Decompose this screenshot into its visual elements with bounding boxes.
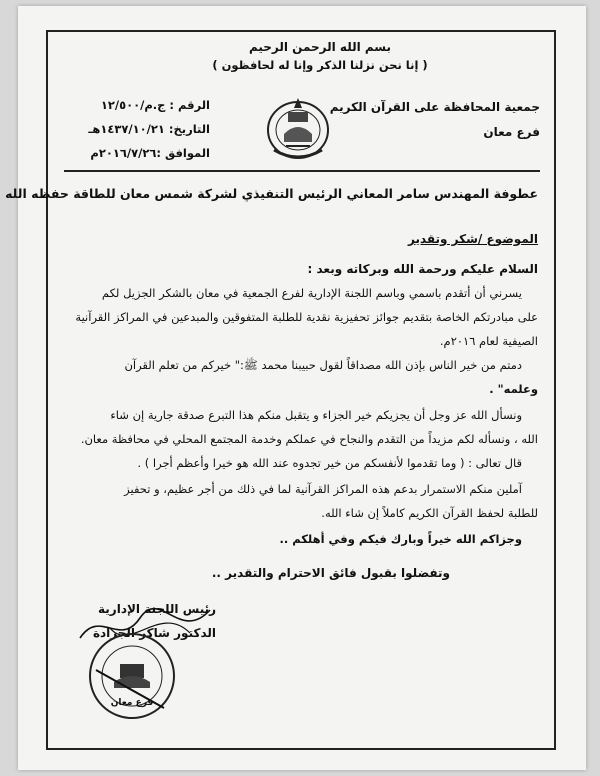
- reference-number: الرقم : ج.م/١٢/٥٠٠: [100, 98, 210, 112]
- body-line: على مبادرتكم الخاصة بتقديم جوائز تحفيزية نقدية للطلبة المتفوقين والمبدعين في المراكز القرآنية: [75, 310, 538, 324]
- body-line: يسرني أن أتقدم باسمي وباسم اللجنة الإدارية لفرع الجمعية في معان بالشكر الجزيل لكم: [101, 286, 522, 300]
- official-stamp-icon: [84, 630, 180, 722]
- body-line: دمتم من خير الناس بإذن الله مصداقاً لقول حبيبنا محمد ﷺ:" خيركم من تعلم القرآن: [124, 358, 522, 372]
- basmala: بسم الله الرحمن الرحيم: [248, 40, 392, 54]
- quran-verse-header: ( إنا نحن نزلنا الذكر وإنا له لحافظون ): [212, 58, 428, 72]
- stamp-branch-text: فرع معان: [110, 698, 154, 708]
- body-line: للطلبة لحفظ القرآن الكريم كاملاً إن شاء الله.: [321, 506, 538, 520]
- body-line: ونسأل الله عز وجل أن يجزيكم خير الجزاء و يتقبل منكم هذا التبرع صدقة جارية إن شاء: [110, 408, 522, 422]
- body-line: الله ، ونسأله لكم مزيداً من التقدم والنجاح في عملكم وخدمة المجتمع المحلي في محافظة معان.: [80, 432, 538, 446]
- greeting: السلام عليكم ورحمة الله وبركاته وبعد :: [307, 262, 538, 276]
- body-line: وعلمه" .: [489, 382, 538, 396]
- body-line: قال تعالى : ( وما تقدموا لأنفسكم من خير تجدوه عند الله هو خيرا وأعظم أجرا ) .: [137, 456, 522, 470]
- header-separator: [64, 170, 540, 172]
- subject-line: الموضوع /شكر وتقدير: [408, 232, 538, 246]
- closing-line: وتفضلوا بقبول فائق الاحترام والتقدير ..: [211, 566, 450, 580]
- recipient-line: عطوفة المهندس سامر المعاني الرئيس التنفيذي لشركة شمس معان للطاقة حفظه الله: [5, 186, 538, 201]
- association-logo-icon: [266, 90, 330, 162]
- body-line: آملين منكم الاستمرار بدعم هذه المراكز القرآنية لما في ذلك من أجر عظيم، و تحفيز: [124, 482, 522, 496]
- org-branch: فرع معان: [483, 125, 540, 139]
- body-line: الصيفية لعام ٢٠١٦م.: [439, 334, 538, 348]
- date-gregorian: الموافق :٢٠١٦/٧/٢٦م: [90, 146, 210, 160]
- body-line: وجزاكم الله خيراً وبارك فيكم وفي أهلكم ..: [279, 532, 522, 546]
- signature-title: رئيس اللجنة الإدارية: [98, 602, 216, 616]
- signature-name: الدكتور شاكر الجرادة: [92, 626, 216, 640]
- date-hijri: التاريخ: ١٤٣٧/١٠/٢١هـ: [88, 122, 210, 136]
- org-name: جمعية المحافظة على القرآن الكريم: [329, 100, 540, 114]
